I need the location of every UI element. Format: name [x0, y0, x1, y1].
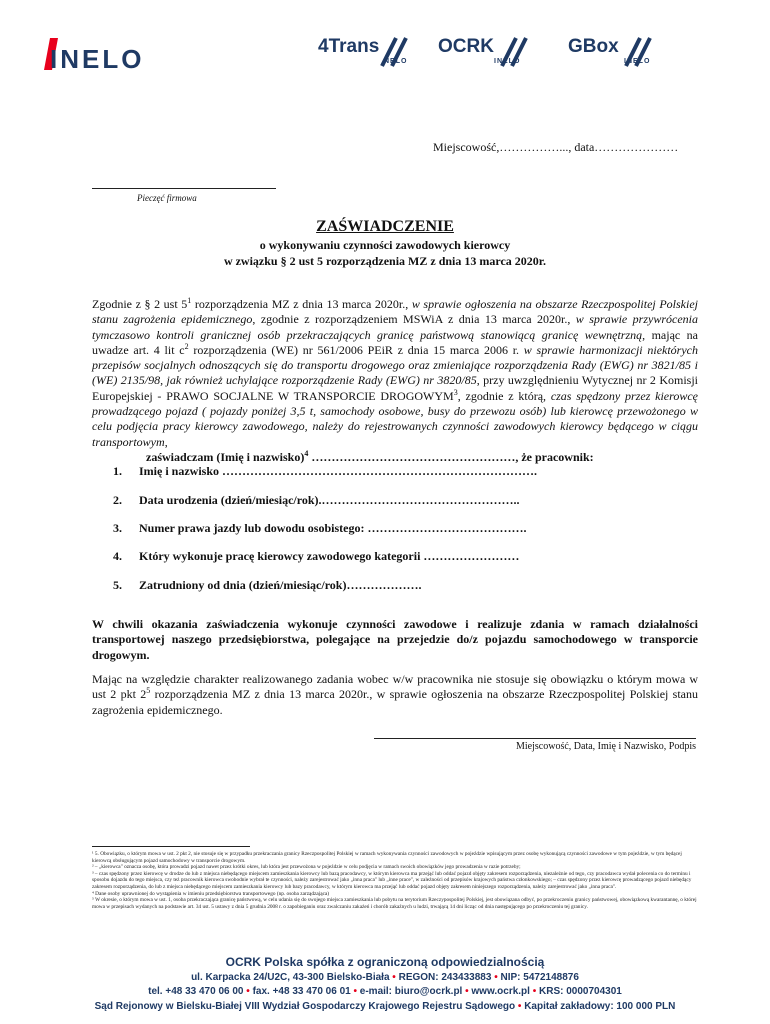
brand-ocrk: [438, 36, 538, 74]
p1-text: , przy uwzględnieniu Wytycznej nr 2 Komisji Europejskiej - PRAWO SOCJALNE W TRANSPORCIE DROGOWYM: [92, 373, 699, 403]
inelo-logo-text: INELO: [50, 44, 145, 74]
list-item-text: Numer prawa jazdy lub dowodu osobistego: ………………………………….: [139, 521, 527, 535]
list-item: [113, 521, 526, 536]
footer-bullet: •: [465, 986, 469, 997]
footer-bullet: •: [517, 1001, 522, 1012]
footer-court-line: [0, 1001, 770, 1012]
list-item: [113, 578, 421, 593]
inelo-logo: [38, 34, 150, 74]
p1-text: rozporządzenia (WE) nr 561/2006 PEiR z dnia 15 marca 2006 r.: [188, 342, 524, 357]
p3-text: Mając na względzie charakter realizowanego zadania wobec w/w pracownika nie stosuje się obowiązku o którym mowa w ust 2 pkt 2: [92, 672, 698, 702]
footer-nip: NIP: 5472148876: [500, 972, 579, 983]
footer-fax: fax. +48 33 470 06 01: [252, 986, 351, 997]
footer-address-line: [0, 972, 770, 983]
list-item-text: Data urodzenia (dzień/miesiąc/rok).…………………………………………..: [139, 493, 520, 507]
activity-paragraph: W chwili okazania zaświadczenia wykonuje czynności zawodowe i realizuje zdania w ramach działalności transportowej naszego przedsiębiorstwa, polegające na przejedzie do/z pojazdu samochodowego w transporcie drogowym.: [92, 617, 698, 662]
list-item: [113, 549, 519, 564]
list-item-text: Zatrudniony od dnia (dzień/miesiąc/rok)……………….: [139, 578, 422, 592]
footnote: ¹ 5. Obowiązku, o którym mowa w ust. 2 pkt 2, nie stosuje się w przypadku przekraczania granicy Rzeczpospolitej Polskiej w ramach wykonywania czynności zawodowych w pojeździe wpisującym przez osobę wykonującą czynności zawodowe w tym pojeździe, w tym będącej kierowcą obsługującym pojazd samochodowy w transporcie drogowym.: [92, 851, 682, 864]
footer-krs: KRS: 0000704301: [539, 986, 622, 997]
footer-www: www.ocrk.pl: [471, 986, 530, 997]
list-number: 4.: [113, 549, 122, 563]
footnotes-separator: [92, 846, 250, 847]
exemption-paragraph: [92, 672, 698, 718]
document-subtitle-2: w związku § 2 ust 5 rozporządzenia MZ z dnia 13 marca 2020r.: [223, 254, 547, 268]
p1-text: ,: [164, 434, 168, 449]
p1-text: , mając na uwadze art. 4 lit c: [92, 327, 698, 357]
list-number: 1.: [113, 464, 122, 478]
document-title: ZAŚWIADCZENIE: [316, 218, 454, 235]
p1-text: , zgodnie z rozporządzeniem MSWiA z dnia 13 marca 2020r.,: [252, 312, 576, 327]
footnote-ref-2: 2: [184, 341, 189, 351]
footer-bullet: •: [246, 986, 250, 997]
list-number: 2.: [113, 493, 122, 507]
brand-gbox: [568, 36, 668, 74]
document-subtitle-1: o wykonywaniu czynności zawodowych kierowcy: [259, 238, 511, 252]
footnote: ⁴ Dane osoby uprawnionej do wystąpienia w imieniu przedsiębiorstwa transportowego (np. osoba zarządzająca): [92, 890, 330, 897]
footer-regon: REGON: 243433883: [398, 972, 492, 983]
footnotes: [92, 851, 698, 910]
p1-italic: w sprawie harmonizacji niektórych przepisów socjalnych odnoszących się do transportu drogowego oraz zmieniające rozporządzenia Rady (EWG) nr 3821/85 i (WE) 2135/98, jak również uchylające rozporządzenie Rady (EWG) nr 3820/85: [92, 342, 698, 388]
list-item-text: Który wykonuje pracę kierowcy zawodowego kategorii ……………………: [139, 549, 520, 563]
main-paragraph: [92, 297, 698, 465]
certify-label: zaświadczam (Imię i nazwisko): [146, 449, 305, 464]
brand-gbox-name: GBox: [568, 36, 619, 57]
p1-text: Zgodnie z § 2 ust 5: [92, 297, 188, 311]
footer-bullet: •: [494, 972, 498, 983]
brand-4trans-name: 4Trans: [318, 36, 380, 57]
p3-text: rozporządzenia MZ z dnia 13 marca 2020r., w sprawie ogłoszenia na obszarze Rzeczpospolitej Polskiej stanu zagrożenia epidemicznego.: [92, 687, 699, 717]
seal-label: Pieczęć firmowa: [137, 193, 197, 203]
list-item: [113, 493, 520, 508]
brand-ocrk-name: OCRK: [438, 36, 494, 57]
list-item: [113, 464, 537, 479]
footer-company: OCRK Polska spółka z ograniczoną odpowiedzialnością: [225, 955, 545, 969]
brand-4trans-sub: NELO: [384, 58, 408, 65]
footnote: ⁵ W okresie, o którym mowa w ust. 1, osoba przekraczająca granicę państwową, w celu udania się do swojego miejsca zamieszkania lub pobytu na terytorium Rzeczypospolitej Polskiej, jest obowiązana odbyć, po przekroczeniu granicy państwowej, obowiązkową kwarantannę, o której mowa w przepisach wydanych na podstawie art. 34 ust. 5 ustawy z dnia 5 grudnia 2008 r. o zapobieganiu oraz zwalczaniu zakażeń i chorób zakaźnych u ludzi, trwającą 14 dni licząc od dnia następującego po przekroczeniu tej granicy.: [92, 897, 697, 910]
list-item-text: Imię i nazwisko …………………………………………………………………….: [139, 464, 538, 478]
p1-italic: czas spędzony przez kierowcę prowadzącego pojazd ( pojazdy poniżej 3,5 t, samochody osobowe, busy do przewozu osób) lub kierowcę przewożonego w celu podjęcia pracy kierowcy zawodowego, należy do rejestrowanych czynności zawodowych kierowcy będącego w ciągu transportowym: [92, 388, 699, 449]
p1-italic: w sprawie ogłoszenia na obszarze Rzeczpospolitej Polskiej stanu zagrożenia epidemicznego: [92, 297, 699, 327]
footer-bullet: •: [532, 986, 537, 997]
brand-4trans: [318, 36, 418, 74]
footer-address: ul. Karpacka 24/U2C, 43-300 Bielsko-Biała: [191, 972, 390, 983]
list-number: 3.: [113, 521, 122, 535]
footer-court: Sąd Rejonowy w Bielsku-Białej VIII Wydział Gospodarczy Krajowego Rejestru Sądowego: [94, 1001, 516, 1012]
footnote-ref-5: 5: [146, 686, 151, 696]
footnote-ref-4: 4: [304, 448, 309, 458]
footnote: ³ – czas spędzony przez kierowcę w drodze do lub z miejsca niebędącego miejscem zamieszkania kierowcy lub bazą pracodawcy, w którym kierowca ma przejąć lub oddać pojazd objęty zakresem rozporządzenia, niezależnie od tego, czy pracodawca wydał polecenia co do terminu i sposobu dojazdu do tego miejsca, czy też pracownik kierowca swobodnie wybrał te czynności, należy zarejestrować jako „inna praca" lub „inne prace", w zależności od przepisów krajowych państwa członkowskiego; – czas spędzony przez kierowcę prowadzącego pojazd niebędący zakresem rozporządzenia, do lub z miejsca niebędącego miejscem zamieszkania kierowcy lub bazy pracodawcy, w którym kierowca ma przejąć lub oddać pojazd objęty zakresem niniejszego rozporządzenia, należy zarejestrować jako „inna praca".: [92, 870, 692, 890]
list-number: 5.: [113, 578, 122, 592]
signature-line: [374, 738, 696, 739]
p1-italic: w sprawie przywrócenia tymczasowo kontroli granicznej osób przekraczających granicę państwową stanowiącą granicę wewnętrzną: [92, 312, 698, 342]
footnote-ref-3: 3: [453, 387, 458, 397]
seal-signature-line: [92, 188, 276, 189]
brand-gbox-sub: INELO: [624, 58, 651, 65]
p1-text: rozporządzenia MZ z dnia 13 marca 2020r.,: [191, 297, 412, 311]
certify-name-field: ……………………………………………, że pracownik:: [308, 449, 594, 464]
brand-ocrk-sub: INELO: [494, 58, 521, 65]
footer-email: e-mail: biuro@ocrk.pl: [359, 986, 463, 997]
signature-label: Miejscowość, Data, Imię i Nazwisko, Podpis: [516, 741, 696, 752]
p1-text: , zgodnie z którą,: [457, 388, 551, 403]
footer-tel: tel. +48 33 470 06 00: [148, 986, 244, 997]
footer-bullet: •: [353, 986, 357, 997]
footnote-ref-1: 1: [187, 296, 192, 305]
footer-contact-line: [0, 986, 770, 997]
footer-capital: Kapitał zakładowy: 100 000 PLN: [524, 1001, 676, 1012]
place-date-field: Miejscowość,……………..., data…………………: [433, 140, 679, 154]
footer-bullet: •: [392, 972, 396, 983]
footnote: ² – „kierowca" oznacza osobę, która prowadzi pojazd nawet przez krótki okres, lub która jest przewożona w pojeździe w celu podjęcia w ramach swoich obowiązków jego prowadzenia w razie potrzeby;: [92, 864, 521, 871]
